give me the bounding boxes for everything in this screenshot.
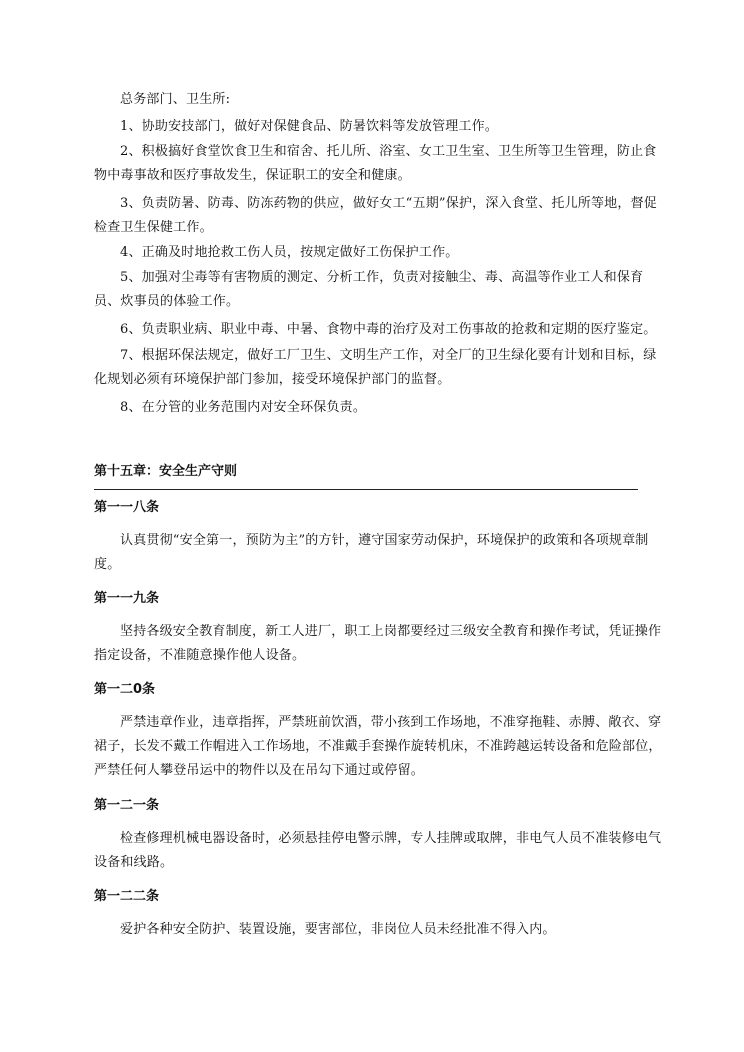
article-text: 认真贯彻“安全第一，预防为主”的方针，遵守国家劳动保护，环境保护的政策和各项规章制度。	[94, 533, 649, 572]
chapter-divider	[94, 489, 638, 490]
article-text: 检查修理机械电器设备时，必须悬挂停电警示牌，专人挂牌或取牌，非电气人员不准装修电气设备和线路。	[94, 831, 662, 870]
list-item: 2、积极搞好食堂饮食卫生和宿舍、托儿所、浴室、女工卫生室、卫生所等卫生管理，防止食物中毒事故和医疗事故发生，保证职工的安全和健康。	[94, 144, 657, 183]
article-heading: 第一一九条	[94, 591, 160, 606]
article-heading: 第一二一条	[94, 798, 160, 813]
article-heading: 第一二0条	[94, 682, 156, 697]
list-item: 1、协助安技部门，做好对保健食品、防暑饮料等发放管理工作。	[120, 119, 499, 134]
list-item: 4、正确及时地抢救工伤人员，按规定做好工伤保护工作。	[120, 245, 459, 260]
section-intro: 总务部门、卫生所:	[120, 92, 231, 107]
list-item: 5、加强对尘毒等有害物质的测定、分析工作，负责对接触尘、毒、高温等作业工人和保育员、炊事员的体验工作。	[94, 270, 644, 309]
article-text: 爱护各种安全防护、装置设施，要害部位，非岗位人员未经批准不得入内。	[120, 922, 556, 937]
article-text: 严禁违章作业，违章指挥，严禁班前饮酒，带小孩到工作场地，不准穿拖鞋、赤膊、敞衣、穿裙子，长发不戴工作帽进入工作场地，不准戴手套操作旋转机床，不准跨越运转设备和危险部位，严禁任何人攀登吊运中的物件以及在吊勾下通过或停留。	[94, 715, 662, 778]
list-item: 6、负责职业病、职业中毒、中暑、食物中毒的治疗及对工伤事故的抢救和定期的医疗鉴定。	[120, 322, 657, 337]
list-item: 8、在分管的业务范围内对安全环保负责。	[120, 400, 367, 415]
article-heading: 第一二二条	[94, 889, 160, 904]
article-heading: 第一一八条	[94, 500, 160, 515]
chapter-title: 第十五章：安全生产守则	[94, 464, 238, 479]
list-item: 7、根据环保法规定，做好工厂卫生、文明生产工作，对全厂的卫生绿化要有计划和目标，绿化规划必须有环境保护部门参加，接受环境保护部门的监督。	[94, 348, 657, 387]
article-text: 坚持各级安全教育制度，新工人进厂，职工上岗都要经过三级安全教育和操作考试，凭证操作指定设备，不准随意操作他人设备。	[94, 624, 662, 663]
list-item: 3、负责防暑、防毒、防冻药物的供应，做好女工“五期”保护，深入食堂、托儿所等地，督促检查卫生保健工作。	[94, 196, 657, 235]
